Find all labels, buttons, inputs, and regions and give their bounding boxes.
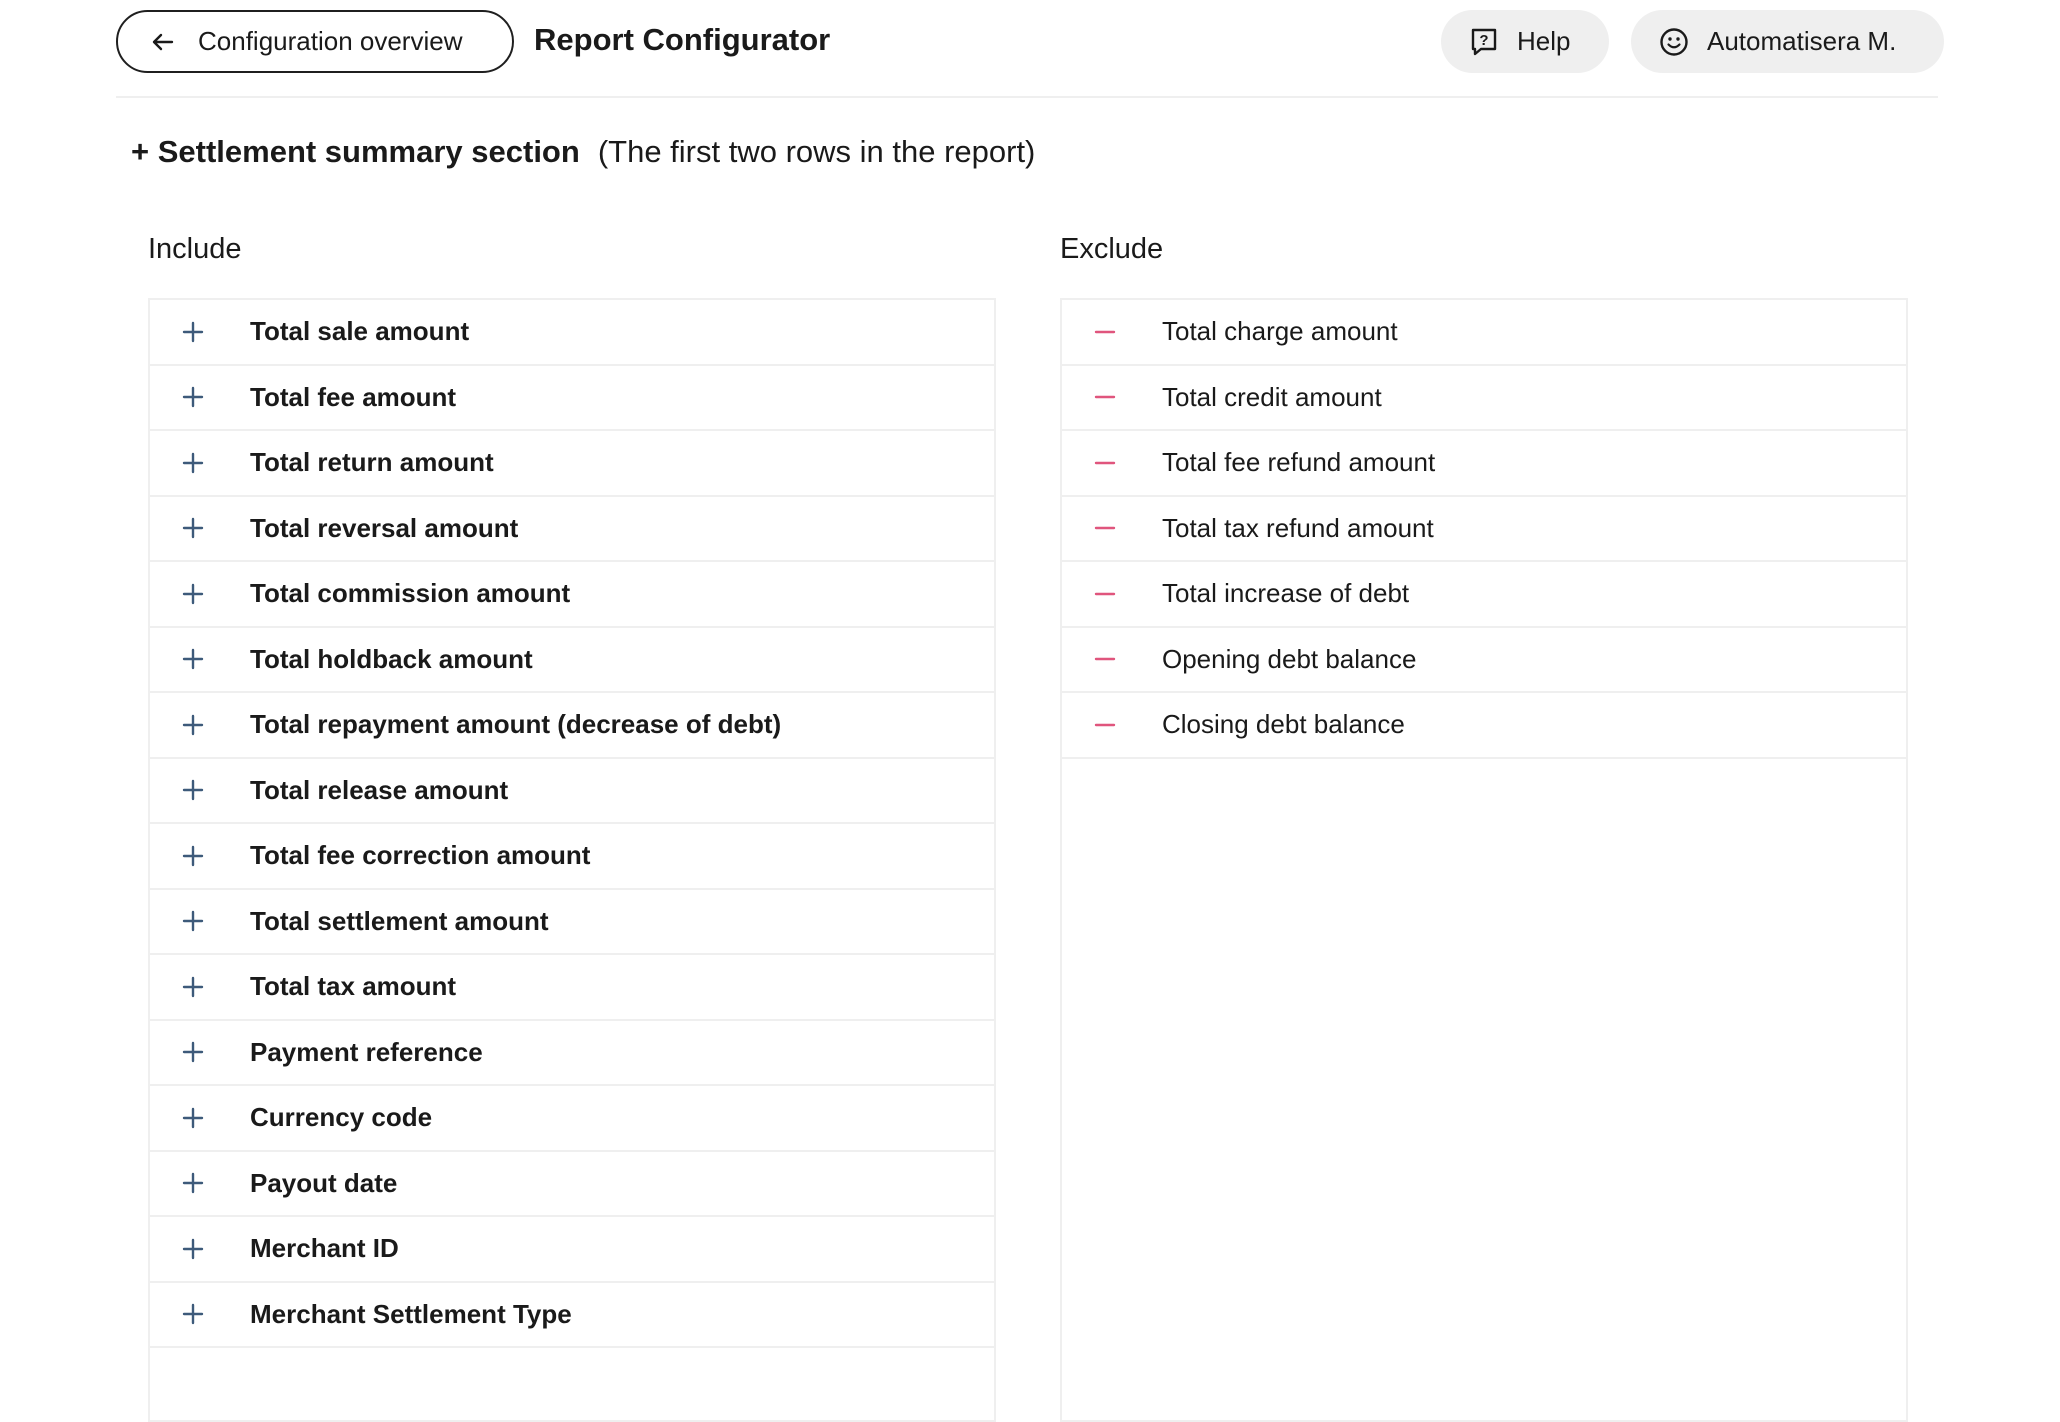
include-list-item[interactable]	[150, 497, 994, 563]
exclude-item-label: Closing debt balance	[1162, 709, 1405, 740]
exclude-item-label: Total credit amount	[1162, 381, 1382, 412]
include-item-label: Total release amount	[250, 774, 509, 805]
include-item-label: Total fee amount	[250, 381, 457, 412]
exclude-item-label: Opening debt balance	[1162, 643, 1417, 674]
include-list-item[interactable]	[150, 955, 994, 1021]
plus-icon[interactable]	[178, 1103, 208, 1133]
include-item-label: Merchant ID	[250, 1233, 399, 1264]
include-list-item[interactable]	[150, 628, 994, 694]
exclude-list-item[interactable]	[1062, 366, 1906, 432]
section-heading[interactable]	[131, 134, 1035, 170]
help-bubble-icon	[1469, 27, 1499, 57]
minus-icon[interactable]	[1090, 382, 1120, 412]
plus-icon[interactable]	[178, 644, 208, 674]
svg-text:?: ?	[1479, 31, 1489, 49]
user-name: Automatisera M.	[1707, 26, 1897, 56]
plus-icon[interactable]	[178, 382, 208, 412]
plus-icon[interactable]	[178, 317, 208, 347]
include-item-label: Payment reference	[250, 1036, 483, 1067]
plus-icon[interactable]	[178, 1037, 208, 1067]
help-button[interactable]	[1441, 10, 1609, 73]
include-item-label: Total tax amount	[250, 971, 457, 1002]
exclude-list-item[interactable]	[1062, 562, 1906, 628]
arrow-left-icon	[152, 33, 174, 51]
minus-icon[interactable]	[1090, 513, 1120, 543]
smiley-icon	[1659, 27, 1689, 57]
exclude-list-item[interactable]	[1062, 693, 1906, 759]
include-list-item[interactable]	[150, 1086, 994, 1152]
plus-icon[interactable]	[178, 1234, 208, 1264]
include-list-item[interactable]	[150, 300, 994, 366]
include-item-label: Total fee correction amount	[250, 840, 591, 871]
help-label: Help	[1517, 26, 1571, 56]
include-item-label: Payout date	[250, 1167, 398, 1198]
back-to-overview-button[interactable]	[116, 10, 514, 73]
include-item-label: Total holdback amount	[250, 643, 533, 674]
minus-icon[interactable]	[1090, 448, 1120, 478]
include-item-label: Total reversal amount	[250, 512, 519, 543]
include-item-label: Total settlement amount	[250, 905, 549, 936]
minus-icon[interactable]	[1090, 579, 1120, 609]
plus-icon[interactable]	[178, 841, 208, 871]
include-item-label: Currency code	[250, 1102, 433, 1133]
section-note: (The first two rows in the report)	[597, 134, 1036, 169]
include-list-item[interactable]	[150, 431, 994, 497]
back-button-label: Configuration overview	[198, 26, 463, 56]
top-header	[116, 0, 1938, 98]
include-list-item[interactable]	[150, 562, 994, 628]
include-list-item[interactable]	[150, 824, 994, 890]
include-item-label: Total sale amount	[250, 316, 470, 347]
include-item-label: Merchant Settlement Type	[250, 1298, 572, 1329]
plus-icon[interactable]	[178, 710, 208, 740]
exclude-item-label: Total charge amount	[1162, 316, 1398, 347]
plus-icon[interactable]	[178, 1299, 208, 1329]
include-list-item[interactable]	[150, 1021, 994, 1087]
minus-icon[interactable]	[1090, 710, 1120, 740]
include-column-label: Include	[148, 233, 242, 265]
exclude-item-label: Total increase of debt	[1162, 578, 1410, 609]
minus-icon[interactable]	[1090, 644, 1120, 674]
include-list-item[interactable]	[150, 1283, 994, 1349]
include-item-label: Total return amount	[250, 447, 494, 478]
include-item-label: Total repayment amount (decrease of debt)	[250, 709, 782, 740]
plus-icon[interactable]	[178, 972, 208, 1002]
exclude-list-item[interactable]	[1062, 497, 1906, 563]
exclude-list-item[interactable]	[1062, 628, 1906, 694]
include-list-item[interactable]	[150, 759, 994, 825]
include-list-item[interactable]	[150, 890, 994, 956]
plus-icon[interactable]	[178, 1168, 208, 1198]
plus-icon[interactable]	[178, 579, 208, 609]
plus-icon[interactable]	[178, 513, 208, 543]
include-list-item[interactable]	[150, 693, 994, 759]
include-list-item[interactable]	[150, 1217, 994, 1283]
exclude-list	[1060, 298, 1908, 1422]
plus-icon[interactable]	[178, 775, 208, 805]
exclude-list-item[interactable]	[1062, 300, 1906, 366]
exclude-column-label: Exclude	[1060, 233, 1164, 265]
include-list-item[interactable]	[150, 366, 994, 432]
plus-icon[interactable]	[178, 448, 208, 478]
minus-icon[interactable]	[1090, 317, 1120, 347]
section-title: + Settlement summary section	[131, 134, 580, 169]
exclude-item-label: Total fee refund amount	[1162, 447, 1436, 478]
include-list	[148, 298, 996, 1422]
plus-icon[interactable]	[178, 906, 208, 936]
exclude-list-item[interactable]	[1062, 431, 1906, 497]
page-title: Report Configurator	[534, 22, 831, 57]
include-list-item[interactable]	[150, 1152, 994, 1218]
include-item-label: Total commission amount	[250, 578, 571, 609]
user-menu-button[interactable]	[1631, 10, 1944, 73]
exclude-item-label: Total tax refund amount	[1162, 512, 1434, 543]
